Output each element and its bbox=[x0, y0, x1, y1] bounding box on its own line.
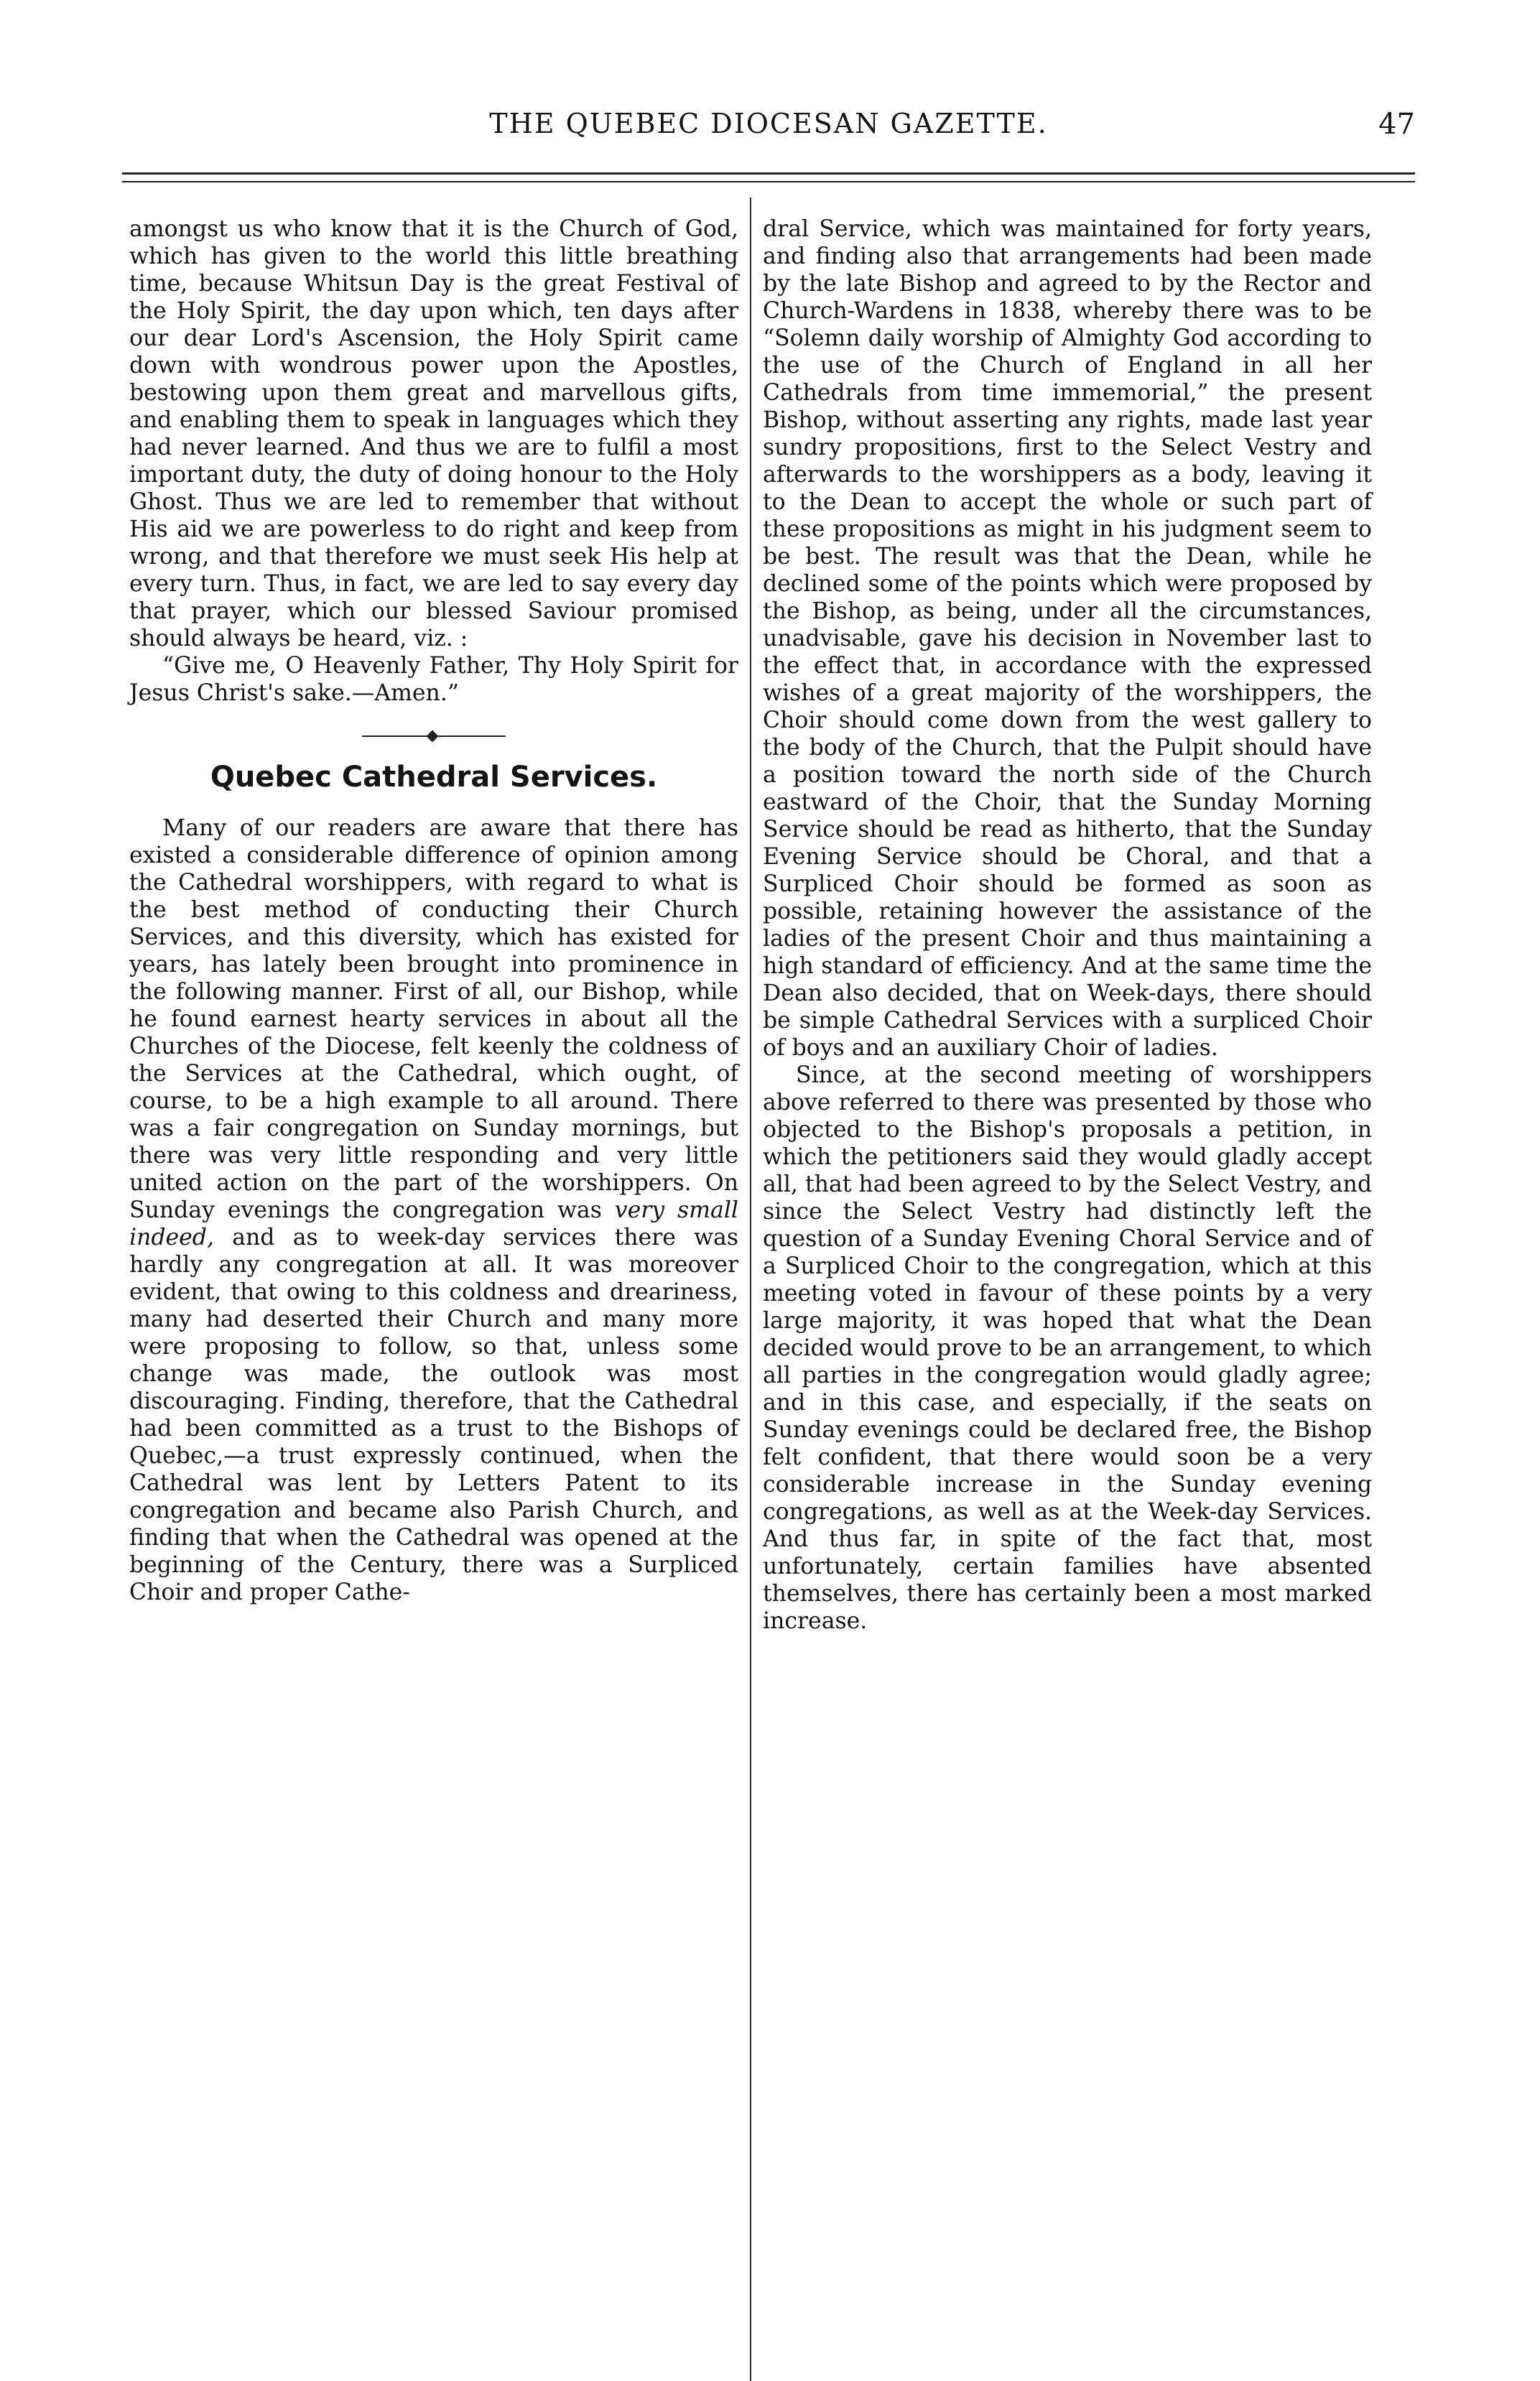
header-rule-bottom bbox=[122, 181, 1415, 182]
cathedral-continued-paragraph: dral Service, which was maintained for forty years, and finding also that arrangements had been made by the late Bishop and agreed to by the Rector and Church-Wardens in 1838, whereby there was to be “Solemn daily worship of Almighty God according to the use of the Church of England in all her Cathedrals from time immemorial,” the present Bishop, without asserting any rights, made last year sundry propositions, first to the Select Vestry and afterwards to the worshippers as a body, leaving it to the Dean to accept the whole or such part of these propositions as might in his judgment seem to be best. The result was that the Dean, while he declined some of the points which were proposed by the Bishop, as being, under all the circumstances, unadvisable, gave his decision in November last to the effect that, in accordance with the expressed wishes of a great majority of the worshippers, the Choir should come down from the west gallery to the body of the Church, that the Pulpit should have a position toward the north side of the Church eastward of the Choir, that the Sunday Morning Service should be read as hitherto, that the Sunday Evening Service should be Choral, and that a Surpliced Choir should be formed as soon as possible, retaining however the assistance of the ladies of the present Choir and thus maintaining a high standard of efficiency. And at the same time the Dean also decided, that on Week-days, there should be simple Cathedral Services with a surpliced Choir of boys and an auxiliary Choir of ladies. bbox=[763, 216, 1372, 1061]
column-divider bbox=[750, 198, 751, 2381]
header-rule-top bbox=[122, 172, 1415, 175]
whitsun-paragraph: amongst us who know that it is the Church of God, which has given to the world this little breathing time, because Whitsun Day is the great Festival of the Holy Spirit, the day upon which, ten days after our dear Lord's Ascension, the Holy Spirit came down with wondrous power upon the Apostles, bestowing upon them great and marvellous gifts, and enabling them to speak in languages which they had never learned. And thus we are to fulfil a most important duty, the duty of doing honour to the Holy Ghost. Thus we are led to remember that without His aid we are powerless to do right and keep from wrong, and that therefore we must seek His help at every turn. Thus, in fact, we are led to say every day that prayer, which our blessed Saviour promised should always be heard, viz. : bbox=[129, 216, 738, 651]
prayer-quote: “Give me, O Heavenly Father, Thy Holy Spirit for Jesus Christ's sake.—Amen.” bbox=[129, 653, 738, 706]
right-column bbox=[763, 215, 1372, 1635]
section-heading: Quebec Cathedral Services. bbox=[210, 761, 658, 794]
left-column bbox=[129, 215, 738, 1606]
section-ornament bbox=[362, 731, 506, 741]
page-header bbox=[122, 108, 1415, 151]
running-title: THE QUEBEC DIOCESAN GAZETTE. bbox=[489, 108, 1048, 139]
page-number: 47 bbox=[1378, 108, 1415, 141]
emphasis-text: very small indeed, bbox=[129, 1197, 738, 1250]
petition-paragraph: Since, at the second meeting of worshippers above referred to there was presented by those who objected to the Bishop's proposals a petition, in which the petitioners said they would gladly accept all, that had been agreed to by the Select Vestry, and since the Select Vestry had distinctly left the question of a Sunday Evening Choral Service and of a Surpliced Choir to the congregation, which at this meeting voted in favour of these points by a very large majority, it was hoped that what the Dean decided would prove to be an arrangement, to which all parties in the congregation would gladly agree; and in this case, and especially, if the seats on Sunday evenings could be declared free, the Bishop felt confident, that there would soon be a very considerable increase in the Sunday evening congregations, as well as at the Week-day Services. And thus far, in spite of the fact that, most unfortunately, certain families have absented themselves, there has certainly been a most marked increase. bbox=[763, 1062, 1372, 1634]
cathedral-paragraph: Many of our readers are aware that there has existed a considerable difference of opinion among the Cathedral worshippers, with regard to what is the best method of conducting their Church Services, and this diversity, which has existed for years, has lately been brought into prominence in the following manner. First of all, our Bishop, while he found earnest hearty services in about all the Churches of the Diocese, felt keenly the coldness of the Services at the Cathedral, which ought, of course, to be a high example to all around. There was a fair congregation on Sunday mornings, but there was very little responding and very little united action on the part of the worshippers. On Sunday evenings the congregation was very small indeed, and as to week-day services there was hardly any congregation at all. It was moreover evident, that owing to this coldness and dreariness, many had deserted their Church and many more were proposing to follow, so that, unless some change was made, the outlook was most discouraging. Finding, therefore, that the Cathedral had been committed as a trust to the Bishops of Quebec,—a trust expressly continued, when the Cathedral was lent by Letters Patent to its congregation and became also Parish Church, and finding that when the Cathedral was opened at the beginning of the Century, there was a Surpliced Choir and proper Cathe- bbox=[129, 815, 738, 1605]
